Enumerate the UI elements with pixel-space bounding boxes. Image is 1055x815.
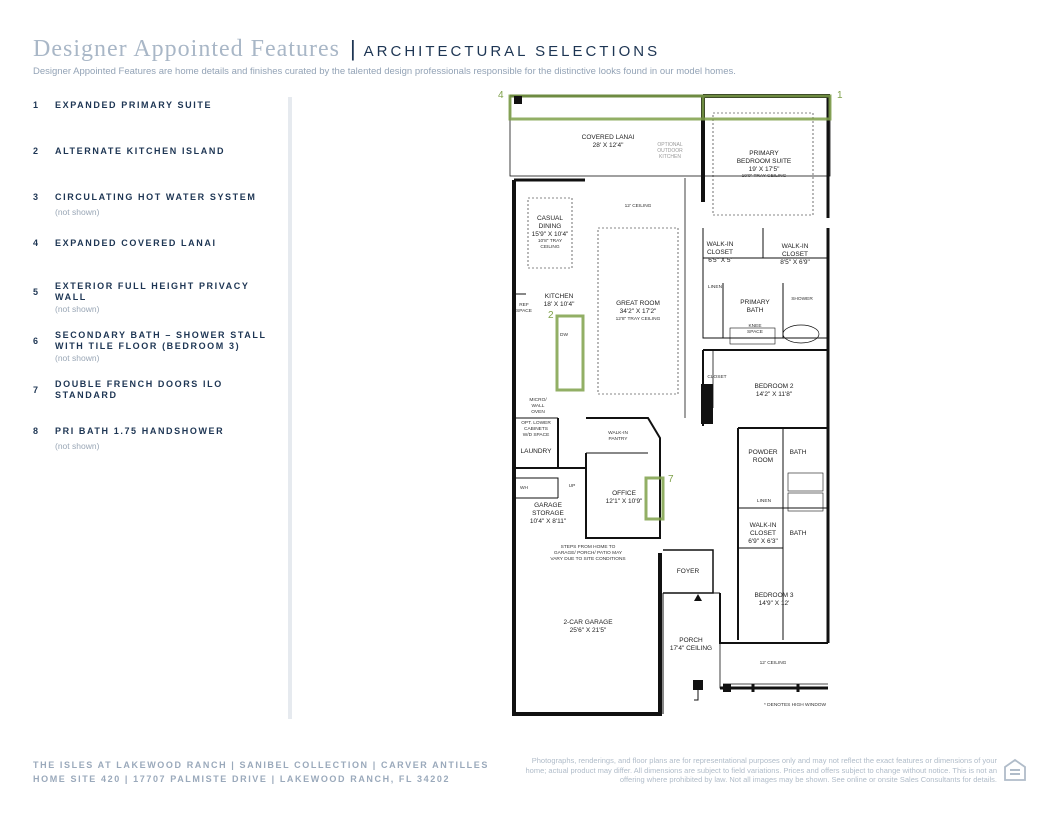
room-laundry: LAUNDRY (520, 448, 552, 455)
room-linen-1: LINEN (707, 285, 723, 290)
footer-community: THE ISLES AT LAKEWOOD RANCH | SANIBEL COLLECTION | CARVER ANTILLES (33, 760, 489, 770)
room-walk-in-pantry: WALK-IN PANTRY (608, 431, 628, 442)
feature-label: ALTERNATE KITCHEN ISLAND (55, 146, 226, 156)
room-bedroom-3: BEDROOM 3 14'9" X 12' (754, 592, 794, 607)
vertical-divider (288, 97, 292, 719)
room-wic-2: WALK-IN CLOSET 8'5" X 6'9" (780, 243, 810, 266)
feature-number: 5 (33, 287, 39, 297)
high-window-note: * DENOTES HIGH WINDOW (763, 703, 827, 708)
feature-number: 8 (33, 426, 39, 436)
section-title: ARCHITECTURAL SELECTIONS (363, 43, 661, 60)
page-header (33, 36, 660, 63)
feature-number: 1 (33, 100, 39, 110)
steps-note: STEPS FROM HOME TO GARAGE/ PORCH/ PATIO MAY VARY DUE TO SITE CONDITIONS (550, 545, 626, 562)
room-bath-2: BATH (789, 530, 807, 537)
room-outdoor-kitchen: OPTIONAL OUTDOOR KITCHEN (657, 142, 683, 160)
feature-note: (not shown) (55, 353, 100, 363)
feature-label: CIRCULATING HOT WATER SYSTEM (55, 192, 257, 202)
room-bedroom-2: BEDROOM 2 14'2" X 11'8" (754, 383, 794, 398)
room-garage-storage: GARAGE STORAGE 10'4" X 8'11" (529, 502, 567, 525)
feature-label: EXTERIOR FULL HEIGHT PRIVACY WALL (55, 281, 250, 302)
room-micro-oven: MICRO/ WALL OVEN (529, 398, 547, 415)
footer-address: HOME SITE 420 | 17707 PALMISTE DRIVE | LAKEWOOD RANCH, FL 34202 (33, 774, 451, 784)
feature-label: PRI BATH 1.75 HANDSHOWER (55, 426, 225, 436)
room-dw: DW (560, 333, 568, 338)
feature-label: SECONDARY BATH – SHOWER STALL WITH TILE FLOOR (BEDROOM 3) (55, 330, 267, 351)
room-bath-1: BATH (789, 449, 807, 456)
feature-label: EXPANDED PRIMARY SUITE (55, 100, 213, 110)
equal-housing-icon (1003, 758, 1027, 782)
room-wh: WH (520, 486, 528, 491)
room-closet: CLOSET (707, 375, 727, 380)
marker-4: 4 (498, 90, 504, 101)
room-ceiling-12: 12' CEILING (624, 204, 652, 209)
feature-number: 6 (33, 336, 39, 346)
feature-number: 2 (33, 146, 39, 156)
room-wic-1: WALK-IN CLOSET 6'5" X 5' (706, 241, 734, 264)
room-office: OFFICE 12'1" X 10'9" (605, 490, 643, 505)
room-foyer: FOYER (676, 568, 700, 575)
room-ceiling-12b: 12' CEILING (759, 661, 787, 666)
feature-number: 7 (33, 385, 39, 395)
feature-number: 4 (33, 238, 39, 248)
room-linen-2: LINEN (756, 499, 772, 504)
floor-plan-drawing (498, 88, 843, 720)
room-up: UP (568, 484, 576, 489)
room-primary-suite: PRIMARY BEDROOM SUITE 19' X 17'5" (736, 150, 792, 173)
feature-note: (not shown) (55, 441, 100, 451)
feature-number: 3 (33, 192, 39, 202)
room-great-ceiling: 12'8" TRAY CEILING (615, 317, 661, 322)
feature-label: DOUBLE FRENCH DOORS ILO STANDARD (55, 379, 223, 400)
page-title: Designer Appointed Features (33, 36, 340, 62)
room-casual-ceiling: 10'8" TRAY CEILING (537, 239, 563, 250)
feature-label: EXPANDED COVERED LANAI (55, 238, 217, 248)
page-subtitle: Designer Appointed Features are home details and finishes curated by the talented design professionals responsible for the distinctive looks found in our model homes. (33, 66, 736, 77)
feature-note: (not shown) (55, 207, 100, 217)
title-separator: | (349, 36, 356, 61)
room-shower: SHOWER (791, 297, 813, 302)
room-great-room: GREAT ROOM 34'2" X 17'2" (616, 300, 660, 315)
marker-7: 7 (668, 474, 674, 485)
room-garage: 2-CAR GARAGE 25'6" X 21'5" (563, 619, 613, 634)
room-covered-lanai: COVERED LANAI 28' X 12'4" (581, 134, 635, 149)
marker-1: 1 (837, 90, 843, 101)
room-kitchen: KITCHEN 18' X 10'4" (543, 293, 575, 308)
room-powder: POWDER ROOM (748, 449, 778, 464)
marker-2: 2 (548, 310, 554, 321)
room-casual-dining: CASUAL DINING 15'9" X 10'4" (531, 215, 569, 238)
room-ref-space: REF SPACE (516, 303, 532, 314)
room-primary-ceiling: 10'0" TRAY CEILING (741, 174, 787, 179)
feature-note: (not shown) (55, 304, 100, 314)
room-primary-bath: PRIMARY BATH (740, 299, 770, 314)
room-opt-cabinets: OPT. LOWER CABINETS W/D SPACE (521, 421, 551, 438)
room-wic-3: WALK-IN CLOSET 6'9" X 6'3" (748, 522, 778, 545)
floor-plan (498, 88, 843, 720)
room-knee-space: KNEE SPACE (747, 324, 763, 335)
footer-disclaimer: Photographs, renderings, and floor plans are for representational purposes only and may not reflect the exact features or dimensions of your home; actual product may differ. All dimensions are subject to field variations. Prices and offers subject to change without notice. This is not an offering where prohibited by law. Not all images may be shown. See online or onsite Sales Consultants for details. (525, 756, 997, 784)
room-porch: PORCH 17'4" CEILING (669, 637, 713, 652)
